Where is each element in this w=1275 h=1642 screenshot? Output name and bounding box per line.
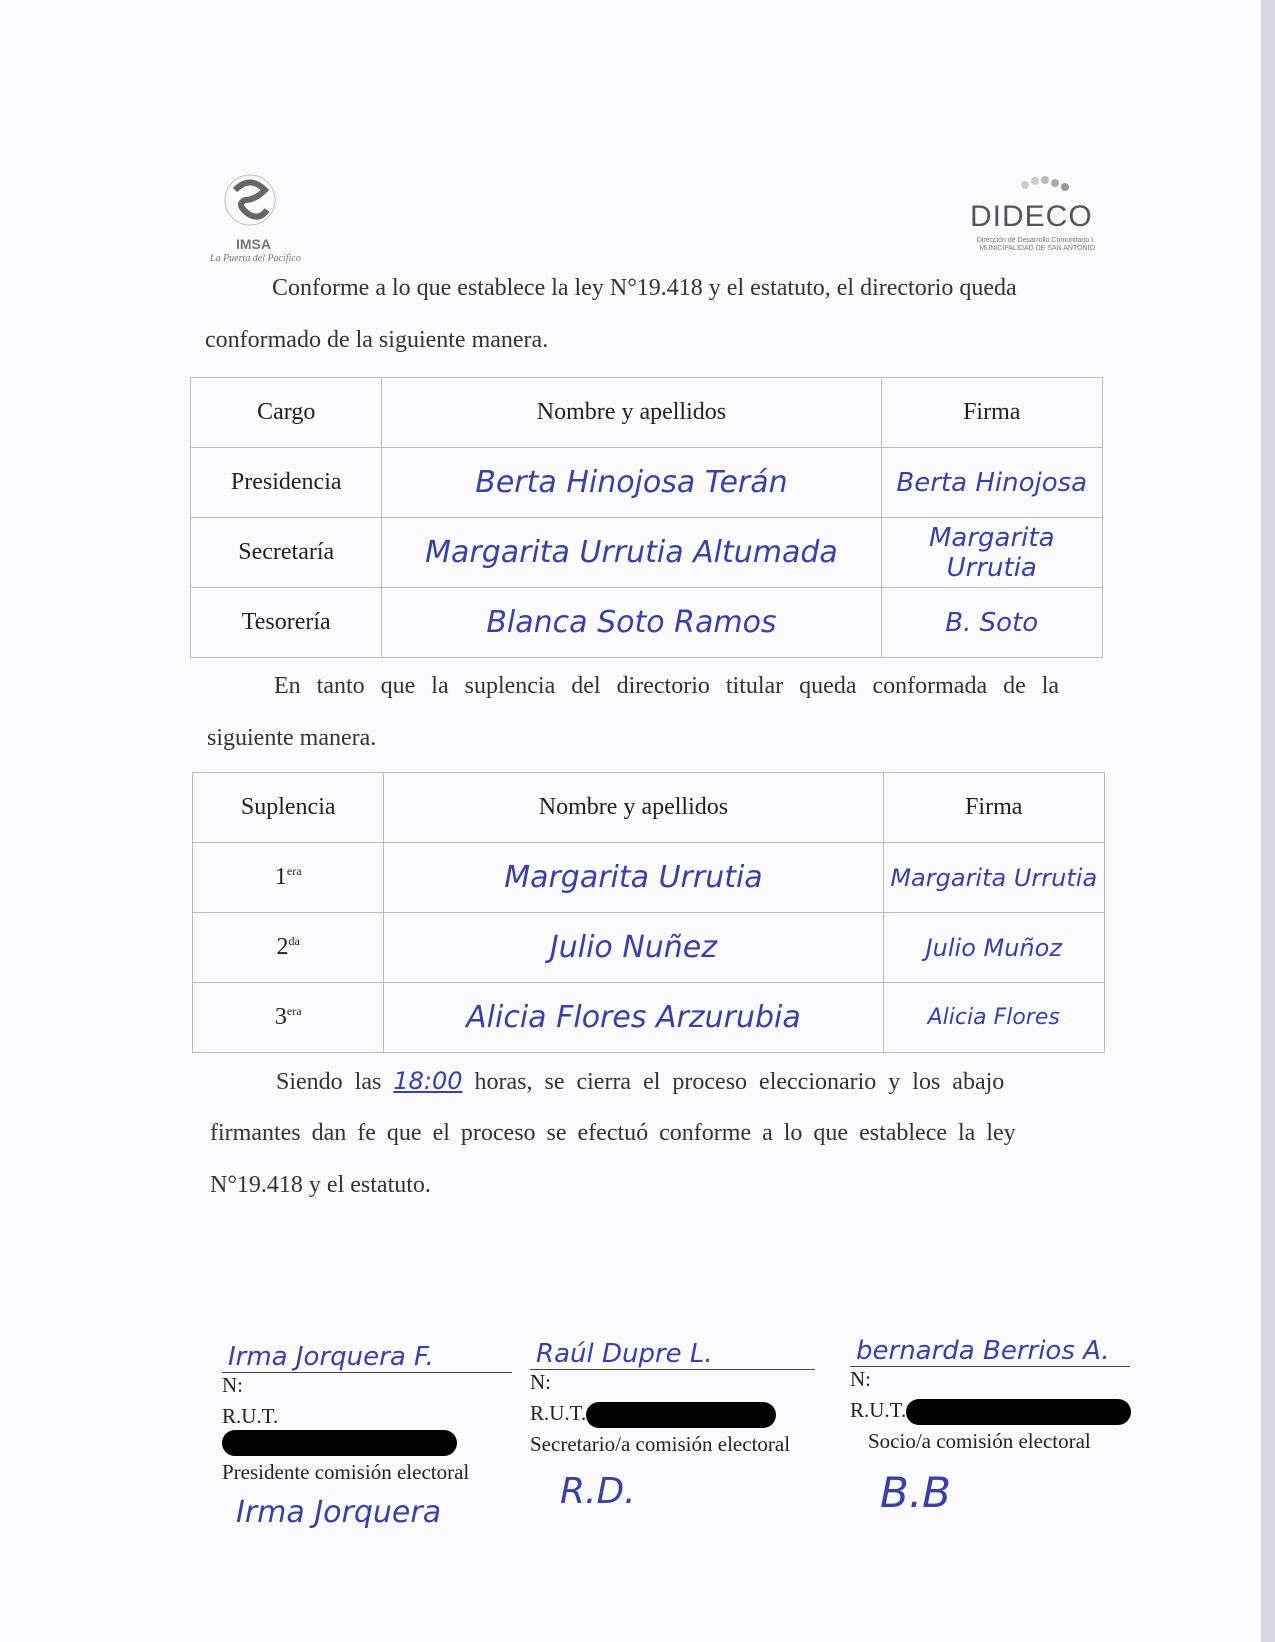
closing-line-2: firmantes dan fe que el proceso se efectuó conforme a lo que establece la ley [210,1120,1016,1146]
cargo-cell: Presidencia [191,448,382,518]
rut-row [530,1401,820,1428]
closing-post: horas, se cierra el proceso eleccionario y los abajo [474,1069,1005,1095]
signer-signature: Irma Jorquera [236,1495,442,1531]
rut-label: R.U.T. [222,1404,279,1428]
ordinal-number: 1 [274,864,287,890]
header-nombre: Nombre y apellidos [384,773,883,843]
suplencia-number-cell [193,913,384,983]
intro-line-2: conformado de la siguiente manera. [205,327,549,353]
signer-signature: R.D. [560,1471,636,1513]
suplencia-intro-line-1: En tanto que la suplencia del directorio titular queda conformada de la [274,673,1060,699]
ordinal-suffix: da [288,934,300,948]
table-row [193,843,1105,913]
firma-cell: Alicia Flores [883,983,1105,1053]
header-nombre: Nombre y apellidos [382,378,881,448]
firma-cell: Margarita Urrutia [881,518,1103,588]
firma-cell: B. Soto [881,588,1103,658]
ordinal-number: 2 [276,934,289,960]
nombre-cell: Julio Nuñez [384,913,883,983]
n-label: N: [850,1367,871,1391]
imsa-tagline: La Puerta del Pacífico [210,253,301,264]
closing-line-3: N°19.418 y el estatuto. [210,1172,431,1198]
firmante-presidente [222,1342,512,1531]
rut-label: R.U.T. [850,1398,907,1422]
dideco-logo-text: DIDECO [970,200,1093,233]
nombre-cell: Blanca Soto Ramos [382,588,881,658]
scan-edge [1261,0,1275,1642]
imsa-logo-text: IMSA [236,236,271,252]
intro-line-1: Conforme a lo que establece la ley N°19.418 y el estatuto, el directorio queda [272,275,1017,301]
n-label: N: [530,1370,551,1394]
header-cargo: Cargo [191,378,382,448]
firma-cell: Margarita Urrutia [883,843,1105,913]
table-row [191,588,1103,658]
signer-role: Secretario/a comisión electoral [530,1432,791,1457]
closing-pre: Siendo las [276,1069,382,1095]
nombre-cell: Alicia Flores Arzurubia [384,983,883,1053]
firma-cell: Berta Hinojosa [881,448,1103,518]
cargo-cell: Tesorería [191,588,382,658]
nombre-cell: Margarita Urrutia [384,843,883,913]
cargo-cell: Secretaría [191,518,382,588]
firma-cell: Julio Muñoz [883,913,1105,983]
ordinal-suffix: era [286,1004,302,1018]
suplencia-intro-line-2: siguiente manera. [207,725,377,751]
firmante-secretario [530,1339,820,1513]
nombre-cell: Berta Hinojosa Terán [382,448,881,518]
signer-name-handwritten: bernarda Berrios A. [856,1336,1110,1366]
header-suplencia: Suplencia [193,773,384,843]
dideco-subtitle: Dirección de Desarrollo Comunitario I. MUNICIPALIDAD DE SAN ANTONIO [976,237,1095,252]
redaction-bar [586,1402,776,1428]
ordinal-suffix: era [286,864,302,878]
signer-name-handwritten: Raúl Dupre L. [536,1339,713,1369]
suplencia-number-cell [193,843,384,913]
rut-label: R.U.T. [530,1401,587,1425]
header-firma: Firma [883,773,1105,843]
rut-row [222,1404,512,1456]
ordinal-number: 3 [274,1004,287,1030]
table-row [191,518,1103,588]
closing-line-1 [276,1055,1004,1108]
suplencia-table [192,772,1105,1053]
signer-role: Presidente comisión electoral [222,1460,470,1485]
header-firma: Firma [881,378,1103,448]
suplencia-number-cell [193,983,384,1053]
table-row [191,448,1103,518]
redaction-bar [222,1430,457,1456]
directorio-table [190,377,1103,658]
signer-name-handwritten: Irma Jorquera F. [228,1342,434,1372]
signer-signature: B.B [880,1468,951,1518]
closing-hour: 18:00 [393,1067,463,1095]
rut-row [850,1398,1140,1425]
nombre-cell: Margarita Urrutia Altumada [382,518,881,588]
signer-role: Socio/a comisión electoral [868,1429,1091,1454]
table-row [193,983,1105,1053]
table-row [193,913,1105,983]
n-label: N: [222,1373,243,1397]
redaction-bar [906,1399,1131,1425]
firmante-socio [850,1336,1140,1518]
